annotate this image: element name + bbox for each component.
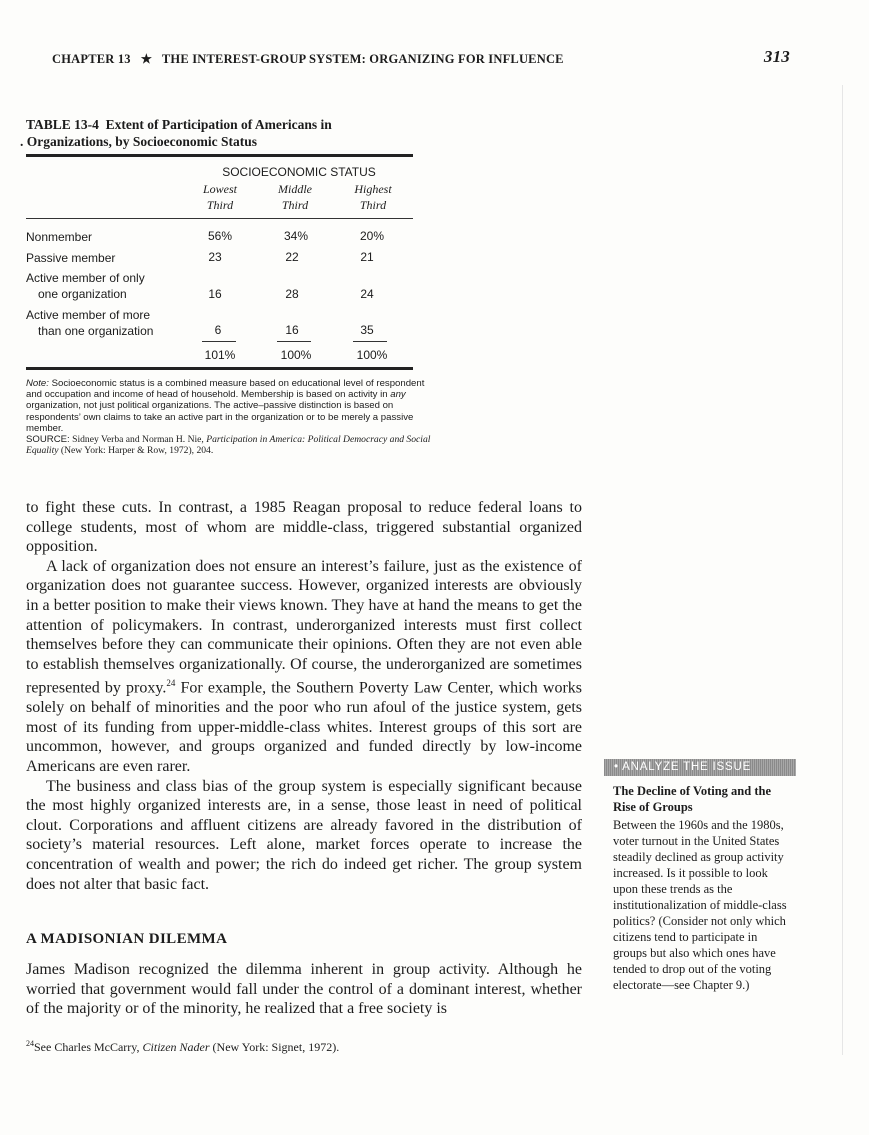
table-title [20, 116, 426, 150]
footnote: $^{24}$See Charles McCarry, Citizen Nader (New York: Signet, 1972). [26, 1039, 340, 1054]
table-source: SOURCE: Sidney Verba and Norman H. Nie, Participation in America: Political Democracy and Social Equality (New York: Harper & Row, 1972), 204. [26, 434, 431, 457]
body-text-block [26, 498, 582, 894]
sum-rule-middle [277, 341, 311, 342]
column-header-middle: Middle Third [278, 182, 312, 212]
total-highest: 100% [356, 348, 388, 362]
row-label-passive: Passive member [26, 251, 116, 265]
cell-passive-middle: 22 [285, 250, 299, 264]
cell-active-one-lowest: 16 [208, 287, 222, 301]
column-header-lowest: Lowest Third [202, 182, 237, 212]
paragraph-3: The business and class bias of the group system is especially significant because the most highly organized interests are, in a sense, those least in need of political clout. Corporations and affluent citizens are already favored in the distribution of society’s material resources. Left alone, market forces operate to increase the concentration of wealth and power; the rich do indeed get richer. The group system does not alter that basic fact. [26, 777, 582, 893]
cell-nonmember-highest: 20% [359, 229, 385, 243]
page-number: 313 [763, 47, 790, 66]
chapter-title: THE INTEREST-GROUP SYSTEM: ORGANIZING FOR INFLUENCE [161, 52, 564, 66]
margin-rule [842, 85, 843, 1055]
star-glyph: ★ [140, 52, 153, 66]
paragraph-1: to fight these cuts. In contrast, a 1985 Reagan proposal to reduce federal loans to college students, most of whom are middle-class, triggered substantial organized opposition. [26, 499, 582, 556]
table-header-rule [26, 218, 413, 219]
analyze-issue-banner: • ANALYZE THE ISSUE [604, 759, 796, 776]
cell-active-more-middle: 16 [285, 323, 299, 337]
cell-active-one-highest: 24 [360, 287, 374, 301]
table-top-rule [26, 154, 413, 157]
row-label-active-one: Active member of only one organization [26, 271, 145, 301]
row-label-nonmember: Nonmember [26, 230, 93, 244]
cell-nonmember-middle: 34% [283, 229, 309, 243]
cell-active-more-highest: 35 [360, 323, 374, 337]
table-title-line2: . Organizations, by Socioeconomic Status [20, 134, 258, 149]
column-group-header: SOCIOECONOMIC STATUS [222, 165, 376, 179]
sum-rule-highest [353, 341, 387, 342]
cell-passive-highest: 21 [360, 250, 374, 264]
paragraph-4: James Madison recognized the dilemma inherent in group activity. Although he worried that government would fall under the control of a dominant interest, whether of the majority or of the minority, he realized that a free society is [26, 961, 582, 1018]
table-label: TABLE 13-4 [26, 117, 99, 132]
sidebar-title: The Decline of Voting and the Rise of Groups [613, 784, 772, 814]
cell-active-one-middle: 28 [285, 287, 299, 301]
row-label-active-more: Active member of more than one organization [26, 308, 154, 338]
body-text-block-2 [26, 960, 582, 1019]
total-middle: 100% [280, 348, 312, 362]
total-lowest: 101% [204, 348, 236, 362]
section-heading: A MADISONIAN DILEMMA [26, 931, 228, 947]
cell-passive-lowest: 23 [208, 250, 222, 264]
table-note: Note: Socioeconomic status is a combined measure based on educational level of respondent and occupation and income of head of household. Membership is based on activity in any organization, not just political organizations. The active–passive distinction is based on respondents’ own claims to take an active part in the organization or to be merely a passive member. SOURCE: Sidney Verba and Norman H. Nie, Participation in America: Political Democracy and Social Equality (New York: Harper & Row, 1972), 204. [26, 378, 431, 457]
cell-nonmember-lowest: 56% [207, 229, 233, 243]
chapter-label: CHAPTER 13 [52, 52, 131, 66]
table-bottom-rule [26, 367, 413, 370]
sum-rule-lowest [202, 341, 236, 342]
paragraph-2: A lack of organization does not ensure an interest’s failure, just as the existence of organization does not guarantee success. However, organized interests are obviously in a better position to make their views known. They have at hand the means to get the attention of policymakers. In contrast, underorganized interests must first collect themselves before they can communicate their opinions. Often they are not even able to establish themselves organizationally. Of course, the underorganized are sometimes represented by proxy.$^{24}$ For example, the Southern Poverty Law Center, which works solely on behalf of minorities and the poor who run afoul of the justice system, gets most of its funding from upper-middle-class whites. Interest groups of this sort are uncommon, however, and groups organized and funded directly by low-income Americans are even rarer. [26, 557, 582, 776]
table-title-line1: Extent of Participation of Americans in [105, 117, 332, 132]
running-head [52, 47, 812, 67]
cell-active-more-lowest: 6 [214, 323, 222, 337]
sidebar-body: Between the 1960s and the 1980s, voter turnout in the United States steadily declined as group activity increased. Is it possible to look upon these trends as the institutionalization of middle-class politics? (Consider not only which citizens tend to participate in groups but also which ones have tended to drop out of the voting electorate—see Chapter 9.) [613, 818, 787, 992]
column-header-highest: Highest Third [354, 182, 392, 212]
